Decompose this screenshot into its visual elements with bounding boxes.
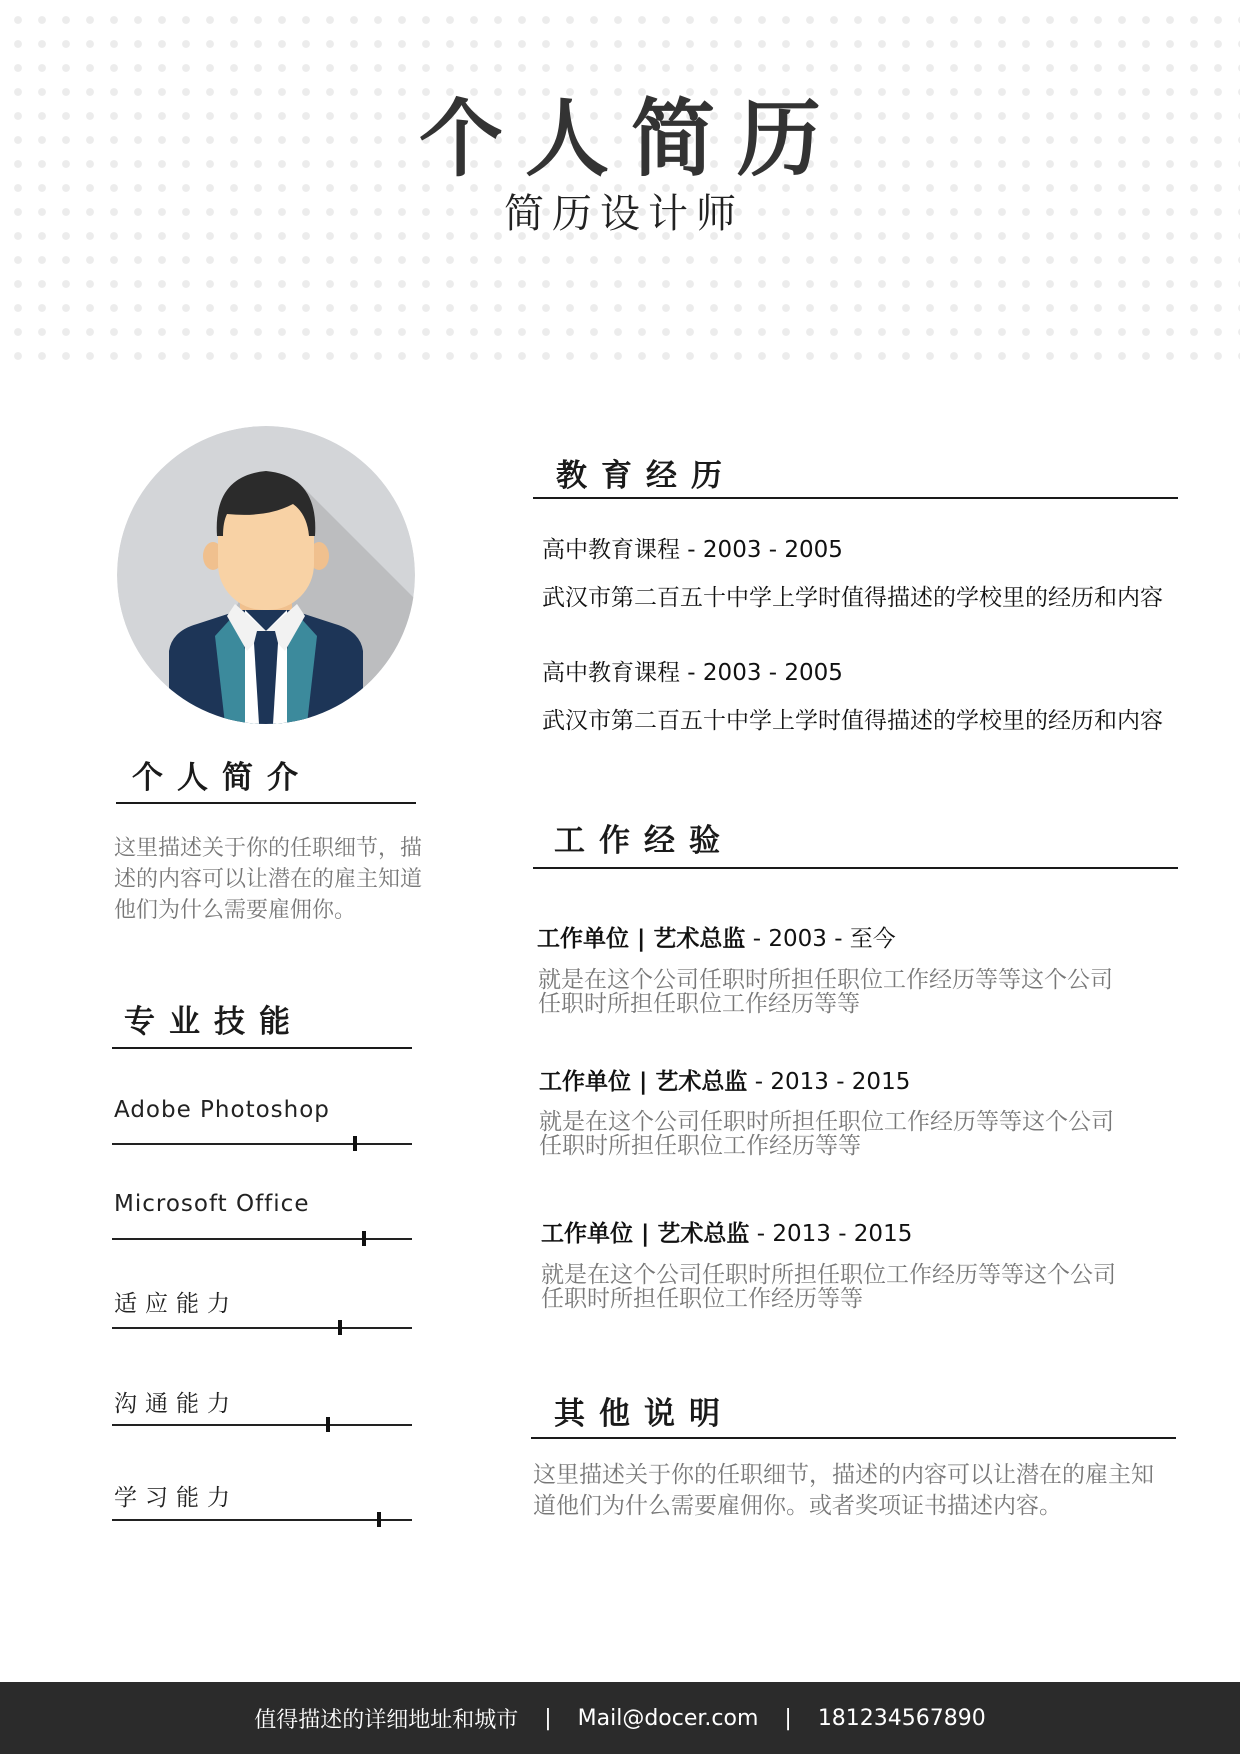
page-title: 个人简历 [418,90,843,188]
skill-label: 适应能力 [114,1291,238,1317]
skill-bar [112,1519,412,1521]
education-desc: 武汉市第二百五十中学上学时值得描述的学校里的经历和内容 [542,708,1163,734]
education-heading: 高中教育课程 - 2003 - 2005 [542,660,843,686]
other-text: 这里描述关于你的任职细节，描述的内容可以让潜在的雇主知道他们为什么需要雇佣你。或者奖项证书描述内容。 [533,1462,1154,1519]
job-desc [539,1110,1169,1158]
skill-marker [353,1136,357,1151]
job-period: - 2003 - 至今 [745,926,896,952]
education-desc: 武汉市第二百五十中学上学时值得描述的学校里的经历和内容 [542,585,1163,611]
work-divider [533,867,1178,869]
job-desc-line: 就是在这个公司任职时所担任职位工作经历等等这个公司 [538,967,1113,993]
job-desc-line: 就是在这个公司任职时所担任职位工作经历等等这个公司 [541,1262,1116,1288]
skill-marker [362,1231,366,1246]
avatar [117,426,415,724]
work-section-title: 工作经验 [554,823,734,859]
skill-marker [338,1320,342,1335]
other-section-title: 其他说明 [554,1396,734,1432]
footer-separator: | [544,1705,552,1731]
job-desc-line: 任职时所担任职位工作经历等等 [538,991,860,1017]
footer-separator: | [784,1705,792,1731]
job-desc-line: 任职时所担任职位工作经历等等 [539,1133,861,1159]
intro-text: 这里描述关于你的任职细节，描述的内容可以让潜在的雇主知道他们为什么需要雇佣你。 [114,836,423,923]
other-divider [531,1437,1176,1439]
skills-divider [112,1047,412,1049]
skill-marker [377,1512,381,1527]
skill-bar [112,1143,412,1145]
skill-label: 沟通能力 [114,1391,238,1417]
skill-marker [326,1417,330,1432]
job-heading [541,1215,912,1248]
footer-phone: 181234567890 [817,1705,986,1731]
job-heading [539,1063,910,1096]
job-desc-line: 任职时所担任职位工作经历等等 [541,1286,863,1312]
education-divider [533,497,1178,499]
education-section-title: 教育经历 [556,458,736,494]
education-heading: 高中教育课程 - 2003 - 2005 [542,537,843,563]
job-desc [538,968,1168,1016]
skill-bar [112,1327,412,1329]
job-period: - 2013 - 2015 [749,1221,913,1247]
job-company: 工作单位 | 艺术总监 [541,1221,750,1247]
footer-email[interactable]: Mail@docer.com [577,1705,759,1731]
skills-section-title: 专业技能 [124,1004,304,1040]
skill-bar [112,1424,412,1426]
job-company: 工作单位 | 艺术总监 [539,1069,748,1095]
skill-label: 学习能力 [114,1485,238,1511]
job-company: 工作单位 | 艺术总监 [537,926,746,952]
footer-bar [0,1682,1240,1754]
skill-bar [112,1238,412,1240]
intro-section-title: 个人简介 [132,760,312,796]
intro-divider [116,802,416,804]
job-desc-line: 就是在这个公司任职时所担任职位工作经历等等这个公司 [539,1109,1114,1135]
job-desc [541,1263,1171,1311]
skill-label: Microsoft Office [114,1191,310,1217]
job-period: - 2013 - 2015 [747,1069,911,1095]
footer-address: 值得描述的详细地址和城市 [254,1707,519,1733]
job-heading [537,920,896,953]
skill-label: Adobe Photoshop [114,1097,330,1123]
page-subtitle: 简历设计师 [504,191,744,237]
